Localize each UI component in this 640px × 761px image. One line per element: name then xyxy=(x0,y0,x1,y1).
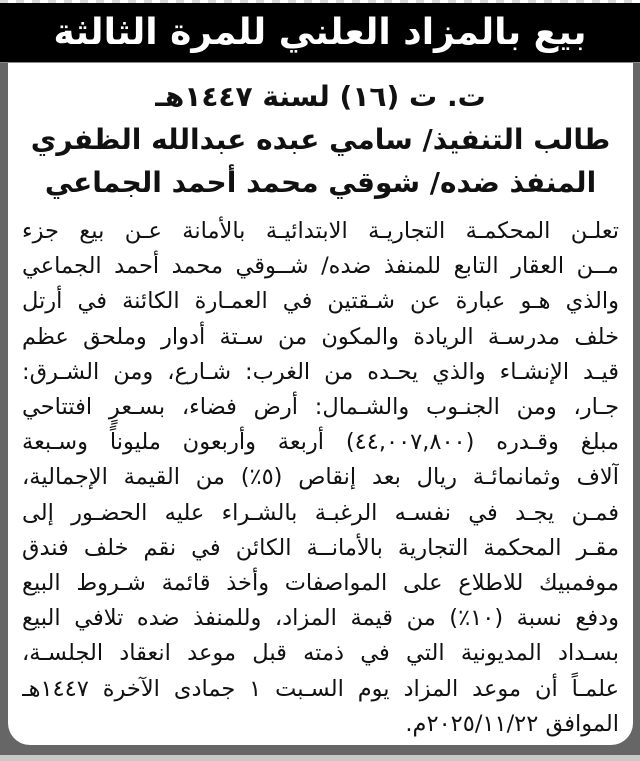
body-line: علمـاً أن موعد المزاد يوم السـبت ١ جمادى الآخرة ١٤٤٧هـ xyxy=(22,675,619,702)
body-line: مقـر المحكمة التجارية بالأمانــة الكائن في نقم خلف فندق xyxy=(22,534,619,561)
body-line: تعلـن المحكمـة التجاريـة الابتدائيـة بالأمانة عـن بيع جزء xyxy=(22,218,619,244)
notice-title-bar xyxy=(0,3,640,63)
body-line: بسـداد المديونية التي في ذمته قبل موعد انعقاد الجلسـة، xyxy=(22,640,619,667)
body-line: مبلغ وقـدره (٤٤,٠٠٧,٨٠٠) أربعة وأربعون مليوناً وسـبعة xyxy=(22,429,619,456)
case-number: ت. ت (١٦) لسنة ١٤٤٧هـ xyxy=(155,80,486,113)
body-line: فمـن يجـد في نفسـه الرغبـة بالشـراء عليه الحضـور إلى xyxy=(22,499,619,526)
claimant-line: طالب التنفيذ/ سامي عبده عبدالله الظفري xyxy=(30,123,611,156)
body-line: خلف مدرسـة الريادة والمكون من سـتة أدوار وملحق عظم xyxy=(22,323,619,350)
body-line: جـار، ومن الجنـوب والشـمال: أرض فضاء، بسـعرٍ افتتاحي xyxy=(22,394,619,421)
body-line: الموافق ٢٠٢٥/١١/٢٢م. xyxy=(405,710,619,737)
body-line: قيـد الإنشـاء والذي يحـده من الغرب: شـارع، ومن الشـرق: xyxy=(22,358,619,385)
body-line: موفمبيك للاطلاع على المواصفات وأخذ قائمة شـروط البيع xyxy=(22,570,619,597)
notice-panel xyxy=(8,63,633,745)
body-line: مــن العقار التابع للمنفذ ضده/ شــوقي محمد أحمد الجماعي xyxy=(22,253,619,280)
defendant-line: المنفذ ضده/ شوقي محمد أحمد الجماعي xyxy=(44,166,597,199)
body-line: آلاف وثمانمائـة ريال بعد إنقاص (٥٪) من القيمة الإجمالية، xyxy=(22,464,619,491)
body-line: والذي هـو عبارة عن شـقتين في العمـارة الكائنة في أرتل xyxy=(22,288,619,315)
notice-title: بيع بالمزاد العلني للمرة الثالثة xyxy=(53,12,587,53)
body-line: ودفع نسبة (١٠٪) من قيمة المزاد، وللمنفذ ضده تلافي البيع xyxy=(22,605,619,632)
notice-body xyxy=(22,214,619,742)
